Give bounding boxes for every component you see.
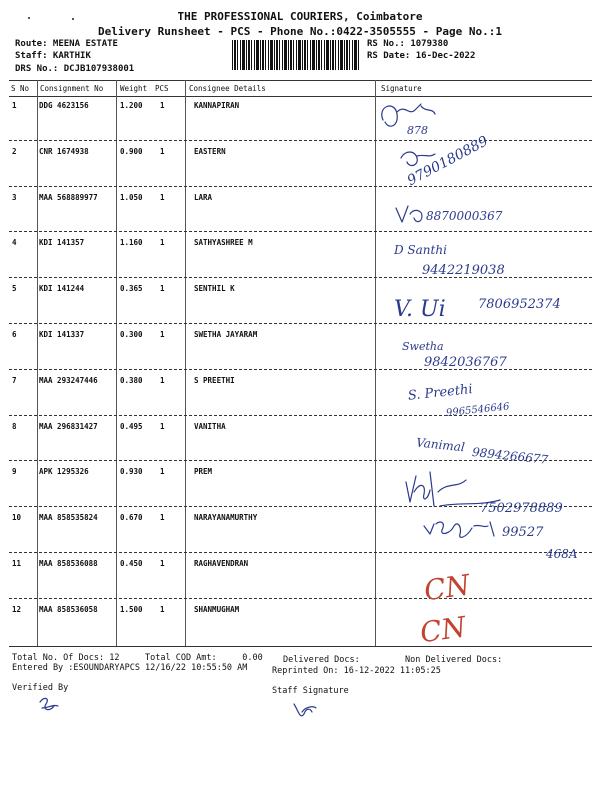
rs-date: RS Date: 16-Dec-2022 — [367, 51, 476, 61]
svg-text:7502978889: 7502978889 — [480, 501, 563, 516]
row-consignment-no: MAA 858535824 — [39, 513, 98, 522]
svg-text:Swetha: Swetha — [402, 340, 444, 353]
row-pcs: 1 — [160, 147, 165, 156]
row-sno: 11 — [12, 559, 22, 568]
row-sno: 1 — [12, 101, 17, 110]
row-pcs: 1 — [160, 559, 165, 568]
rs-number: RS No.: 1079380 — [367, 39, 449, 49]
row-consignment-no: MAA 568889977 — [39, 193, 98, 202]
row-consignment-no: KDI 141337 — [39, 330, 85, 339]
row-weight: 0.380 — [120, 376, 143, 385]
row-sno: 3 — [12, 193, 17, 202]
svg-text:V. Ui: V. Ui — [394, 297, 446, 322]
row-consignment-no: APK 1295326 — [39, 467, 89, 476]
table-header-rule — [9, 96, 592, 97]
col-header-consignment: Consignment No — [40, 84, 104, 93]
column-divider — [185, 80, 186, 646]
row-consignee: PREM — [194, 467, 213, 476]
verified-signature — [36, 694, 66, 716]
row-weight: 0.670 — [120, 513, 143, 522]
col-header-signature: Signature — [381, 84, 422, 93]
total-docs: Total No. Of Docs: 12 — [12, 653, 120, 663]
runsheet-subtitle: Delivery Runsheet - PCS - Phone No.:0422-3505555 - Page No.:1 — [98, 25, 502, 38]
row-sno: 5 — [12, 284, 17, 293]
entered-by: Entered By :ESOUNDARYAPCS 12/16/22 10:55:50 AM — [12, 663, 248, 673]
reprinted-on: Reprinted On: 16-12-2022 11:05:25 — [272, 666, 441, 676]
row-consignment-no: KDI 141244 — [39, 284, 85, 293]
row-consignee: RAGHAVENDRAN — [194, 559, 249, 568]
staff-signature-label: Staff Signature — [272, 686, 349, 696]
row-pcs: 1 — [160, 513, 165, 522]
row-consignment-no: MAA 858536088 — [39, 559, 98, 568]
row-pcs: 1 — [160, 284, 165, 293]
row-pcs: 1 — [160, 193, 165, 202]
row-consignee: SATHYASHREE M — [194, 238, 253, 247]
row-sno: 12 — [12, 605, 22, 614]
col-header-consignee: Consignee Details — [189, 84, 266, 93]
row-consignee: S PREETHI — [194, 376, 235, 385]
row-pcs: 1 — [160, 238, 165, 247]
row-sno: 7 — [12, 376, 17, 385]
staff-label: Staff: KARTHIK — [15, 51, 91, 61]
row-pcs: 1 — [160, 605, 165, 614]
svg-text:CN: CN — [417, 610, 469, 650]
row-consignment-no: DDG 4623156 — [39, 101, 89, 110]
row-consignee: SHANMUGHAM — [194, 605, 240, 614]
row-weight: 0.300 — [120, 330, 143, 339]
row-weight: 0.930 — [120, 467, 143, 476]
svg-text:S. Preethi: S. Preethi — [407, 382, 474, 404]
row-sno: 8 — [12, 422, 17, 431]
signature-row-11 — [422, 564, 492, 606]
column-divider — [116, 80, 117, 646]
signature-row-3 — [392, 198, 532, 232]
row-sno: 6 — [12, 330, 17, 339]
table-bottom-rule — [9, 646, 592, 647]
svg-text:468A: 468A — [546, 547, 578, 561]
svg-text:Vanimal: Vanimal — [415, 435, 466, 455]
signature-row-4 — [390, 238, 540, 282]
row-consignment-no: MAA 858536058 — [39, 605, 98, 614]
svg-text:9790180889: 9790180889 — [404, 133, 491, 190]
row-separator — [9, 186, 592, 187]
row-consignee: LARA — [194, 193, 213, 202]
svg-text:9894266677: 9894266677 — [471, 444, 549, 467]
row-consignee: EASTERN — [194, 147, 226, 156]
row-weight: 1.050 — [120, 193, 143, 202]
row-consignment-no: MAA 293247446 — [39, 376, 98, 385]
delivered-docs: Delivered Docs: — [283, 655, 360, 665]
row-consignee: NARAYANAMURTHY — [194, 513, 258, 522]
signature-row-10 — [420, 510, 600, 570]
row-sno: 2 — [12, 147, 17, 156]
row-sno: 4 — [12, 238, 17, 247]
barcode — [232, 40, 360, 70]
row-weight: 1.200 — [120, 101, 143, 110]
staff-signature — [292, 700, 322, 724]
table-top-rule — [9, 80, 592, 81]
row-consignment-no: KDI 141357 — [39, 238, 85, 247]
col-header-sno: S No — [11, 84, 30, 93]
row-weight: 0.365 — [120, 284, 143, 293]
svg-text:CN: CN — [421, 568, 473, 608]
column-divider — [375, 80, 376, 646]
row-weight: 1.500 — [120, 605, 143, 614]
col-header-weight: Weight — [120, 84, 148, 93]
svg-text:99527: 99527 — [502, 525, 544, 540]
verified-by-label: Verified By — [12, 683, 69, 693]
col-header-pcs: PCS — [155, 84, 169, 93]
row-weight: 0.900 — [120, 147, 143, 156]
row-pcs: 1 — [160, 330, 165, 339]
row-weight: 1.160 — [120, 238, 143, 247]
non-delivered-docs: Non Delivered Docs: — [405, 655, 503, 665]
row-sno: 10 — [12, 513, 22, 522]
row-consignee: SWETHA JAYARAM — [194, 330, 258, 339]
svg-text:9442219038: 9442219038 — [422, 263, 505, 278]
row-weight: 0.450 — [120, 559, 143, 568]
total-cod: Total COD Amt: 0.00 — [145, 653, 263, 663]
row-pcs: 1 — [160, 101, 165, 110]
row-weight: 0.495 — [120, 422, 143, 431]
row-pcs: 1 — [160, 422, 165, 431]
signature-row-7 — [404, 374, 554, 418]
row-consignee: KANNAPIRAN — [194, 101, 240, 110]
row-pcs: 1 — [160, 467, 165, 476]
route-label: Route: MEENA ESTATE — [15, 39, 118, 49]
svg-text:8870000367: 8870000367 — [426, 209, 503, 223]
svg-text:9842036767: 9842036767 — [424, 355, 507, 370]
svg-text:7806952374: 7806952374 — [478, 297, 561, 312]
signature-row-6 — [398, 334, 548, 374]
svg-text:878: 878 — [407, 124, 428, 137]
column-divider — [37, 80, 38, 646]
row-consignee: SENTHIL K — [194, 284, 235, 293]
signature-row-2 — [395, 128, 505, 190]
signature-row-5 — [390, 286, 590, 328]
row-separator — [9, 598, 592, 599]
row-consignment-no: MAA 296831427 — [39, 422, 98, 431]
svg-text:D Santhi: D Santhi — [394, 243, 447, 257]
row-consignment-no: CNR 1674938 — [39, 147, 89, 156]
drs-number: DRS No.: DCJB107938001 — [15, 64, 135, 74]
company-title: THE PROFESSIONAL COURIERS, Coimbatore — [177, 10, 423, 23]
signature-row-12 — [418, 606, 488, 648]
row-pcs: 1 — [160, 376, 165, 385]
svg-text:9965546646: 9965546646 — [445, 401, 511, 419]
row-sno: 9 — [12, 467, 17, 476]
row-consignee: VANITHA — [194, 422, 226, 431]
